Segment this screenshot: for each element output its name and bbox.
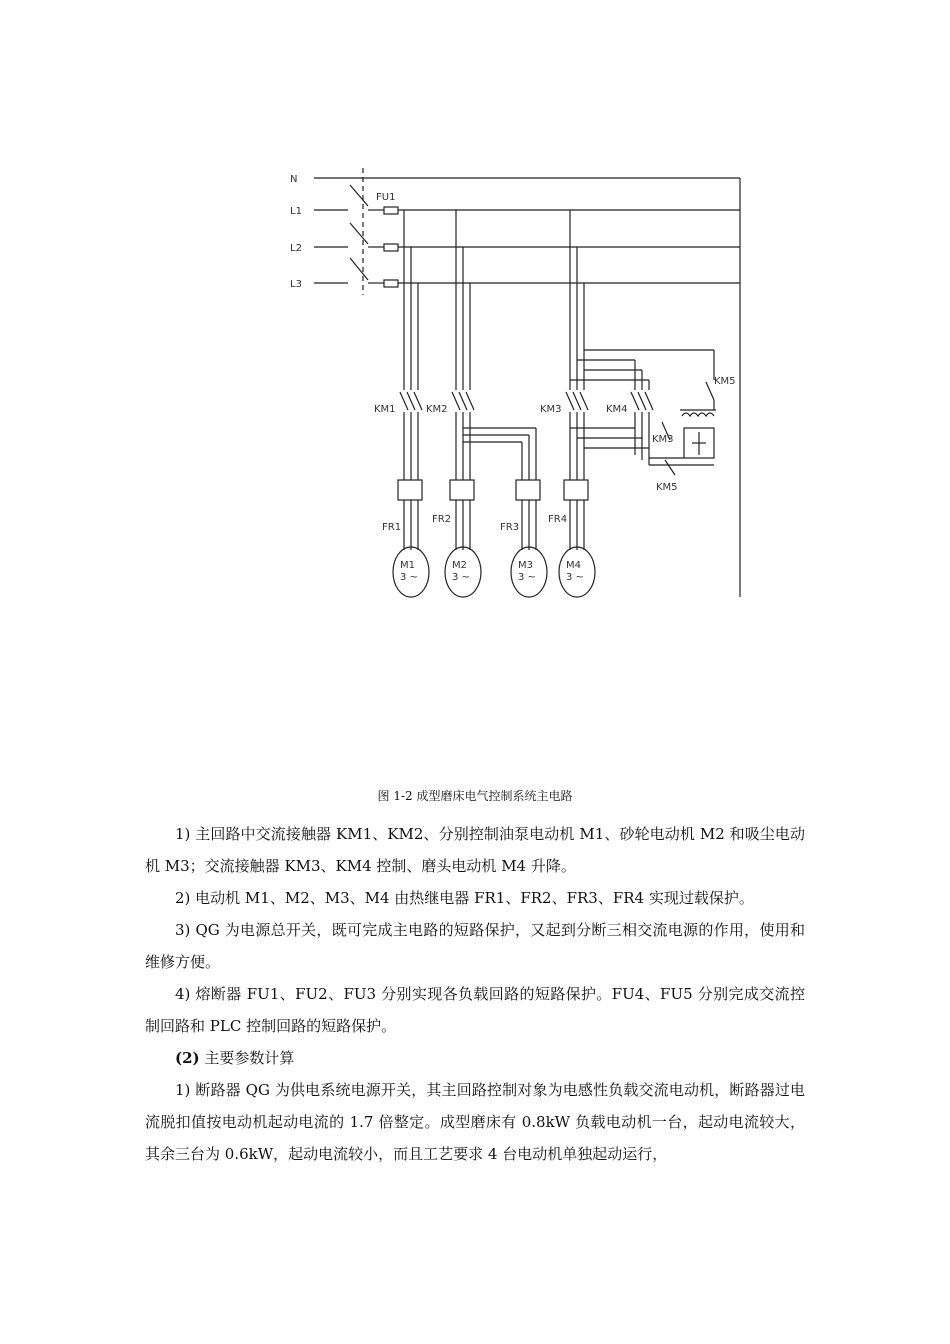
label-l1: L1 xyxy=(290,206,302,217)
fuse-l3 xyxy=(384,280,398,287)
label-fr3: FR3 xyxy=(500,522,520,533)
motor-m2-name: M2 xyxy=(452,560,467,571)
paragraph: 2) 电动机 M1、M2、M3、M4 由热继电器 FR1、FR2、FR3、FR4 实现过载保护。 xyxy=(175,889,754,907)
paragraph: 1) 主回路中交流接触器 KM1、KM2、分别控制油泵电动机 M1、砂轮电动机 M2 和吸尘电动机 M3；交流接触器 KM3、KM4 控制、磨头电动机 M4 升降。 xyxy=(145,825,805,875)
label-n: N xyxy=(290,174,298,185)
main-circuit-diagram xyxy=(270,160,750,605)
label-fr4: FR4 xyxy=(548,514,568,525)
label-fr2: FR2 xyxy=(432,514,452,525)
motor-m4-type: 3 ~ xyxy=(566,572,584,583)
label-km2: KM2 xyxy=(426,404,448,415)
motor-m1-type: 3 ~ xyxy=(400,572,418,583)
section-heading xyxy=(145,1042,805,1074)
paragraph: 1) 断路器 QG 为供电系统电源开关，其主回路控制对象为电感性负载交流电动机，断路器过电流脱扣值按电动机起动电流的 1.7 倍整定。成型磨床有 0.8kW 负载电动机一台，起动电流较大，其余三台为 0.6kW，起动电流较小，而且工艺要求 4 台电动机单独起动运行， xyxy=(145,1081,805,1163)
label-km5-top: KM5 xyxy=(714,376,736,387)
section-heading-number: (2) xyxy=(175,1049,200,1067)
label-km3: KM3 xyxy=(540,404,562,415)
label-km3-aux: KM3 xyxy=(652,434,674,445)
motor-m4-name: M4 xyxy=(566,560,581,571)
label-l3: L3 xyxy=(290,279,302,290)
fuse-l2 xyxy=(384,244,398,251)
motor-m2-type: 3 ~ xyxy=(452,572,470,583)
body-text xyxy=(145,818,805,1170)
label-km4: KM4 xyxy=(606,404,628,415)
motor-m3-type: 3 ~ xyxy=(518,572,536,583)
section-heading-text: 主要参数计算 xyxy=(204,1049,295,1067)
paragraph: 4) 熔断器 FU1、FU2、FU3 分别实现各负载回路的短路保护。FU4、FU5 分别完成交流控制回路和 PLC 控制回路的短路保护。 xyxy=(145,985,805,1035)
label-km1: KM1 xyxy=(374,404,396,415)
motor-m3-name: M3 xyxy=(518,560,533,571)
label-l2: L2 xyxy=(290,243,302,254)
paragraph: 3) QG 为电源总开关，既可完成主电路的短路保护，又起到分断三相交流电源的作用，使用和维修方便。 xyxy=(145,921,805,971)
label-fr1: FR1 xyxy=(382,522,402,533)
label-fu1: FU1 xyxy=(376,192,396,203)
motor-m1-name: M1 xyxy=(400,560,415,571)
fuse-l1 xyxy=(384,207,398,214)
label-km5-bottom: KM5 xyxy=(656,482,678,493)
figure-caption: 图 1-2 成型磨床电气控制系统主电路 xyxy=(377,789,573,803)
